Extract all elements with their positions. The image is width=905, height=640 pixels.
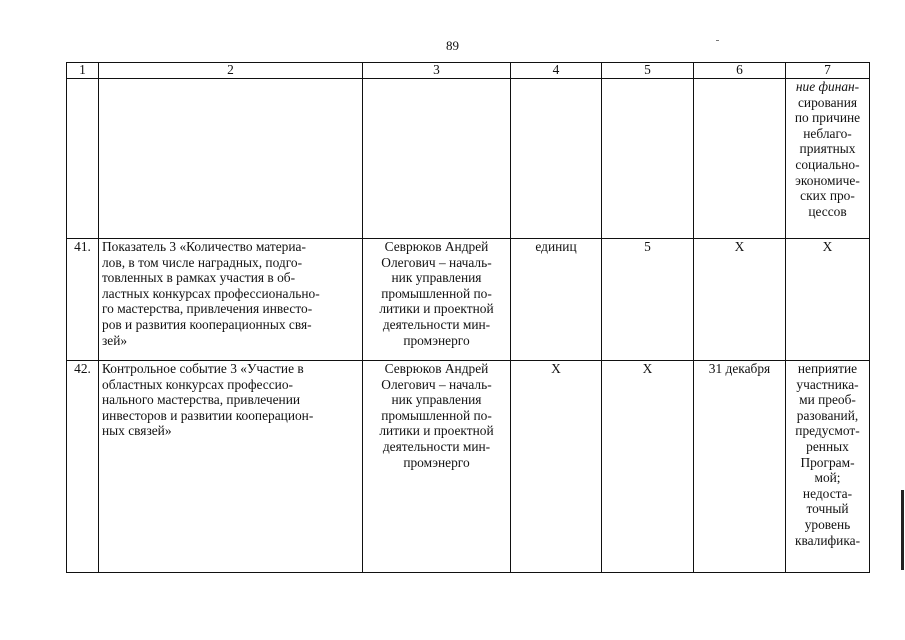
description-line: зей»: [102, 332, 128, 348]
event-description: [99, 361, 363, 573]
responsible-line: ник управления: [391, 392, 482, 408]
responsible-line: ник управления: [391, 270, 482, 286]
risk-line: предусмот-: [795, 423, 860, 439]
continued-cell-3: [363, 79, 511, 239]
risk-line: социально-: [795, 156, 860, 172]
header-col-1: 1: [67, 63, 99, 79]
value-cell: 5: [602, 239, 694, 361]
responsible-line: промышленной по-: [381, 407, 492, 423]
unit-cell: X: [511, 361, 602, 573]
responsible-line: деятельности мин-: [382, 316, 491, 332]
responsible-person: [363, 361, 511, 573]
responsible-person: [363, 239, 511, 361]
continued-cell-5: [602, 79, 694, 239]
responsible-line: Севрюков Андрей: [384, 239, 489, 254]
value-cell: X: [602, 361, 694, 573]
description-line: товленных в рамках участия в об-: [102, 270, 296, 286]
table-row-42: [67, 361, 870, 573]
risk-line: точный: [806, 501, 849, 517]
header-col-3: 3: [363, 63, 511, 79]
risk-line: X: [822, 239, 833, 254]
responsible-line: промышленной по-: [381, 285, 492, 301]
description-line: областных конкурсах профессио-: [102, 376, 294, 392]
header-col-5: 5: [602, 63, 694, 79]
continued-cell-4: [511, 79, 602, 239]
deadline-cell: 31 декабря: [694, 361, 786, 573]
risk-cell: [786, 361, 870, 573]
risk-line: мой;: [814, 470, 841, 486]
risk-line: квалифика-: [794, 532, 861, 548]
scan-edge-mark: [901, 490, 904, 570]
continued-cell-6: [694, 79, 786, 239]
description-line: лов, в том числе наградных, подго-: [102, 254, 303, 270]
page-number: 89: [446, 38, 459, 53]
responsible-line: промэнерго: [403, 332, 470, 348]
description-line: ных связей»: [102, 423, 172, 439]
risk-line: недоста-: [802, 485, 853, 501]
responsible-line: литики и проектной: [379, 301, 494, 317]
risk-line: участника-: [796, 376, 859, 392]
responsible-line: Олегович – началь-: [381, 254, 492, 270]
risk-line: ренных: [806, 438, 849, 454]
header-col-7: 7: [786, 63, 870, 79]
description-line: Контрольное событие 3 «Участие в: [102, 361, 304, 376]
table-row-continued: [67, 79, 870, 239]
risk-line: ние финан-: [795, 79, 860, 94]
deadline-cell: X: [694, 239, 786, 361]
risk-line: сирования: [797, 94, 858, 110]
header-col-4: 4: [511, 63, 602, 79]
risk-line: Програм-: [800, 454, 855, 470]
description-line: го мастерства, привлечения инвесто-: [102, 301, 313, 317]
scan-mark: [716, 40, 719, 41]
continued-cell-1: [67, 79, 99, 239]
risk-line: разований,: [796, 407, 859, 423]
description-line: Показатель 3 «Количество материа-: [102, 239, 306, 254]
indicator-description: [99, 239, 363, 361]
responsible-line: Олегович – началь-: [381, 376, 492, 392]
risk-line: цессов: [808, 203, 847, 219]
header-col-6: 6: [694, 63, 786, 79]
risk-line: уровень: [804, 516, 851, 532]
risk-line: экономиче-: [795, 172, 860, 188]
risk-line: неблаго-: [803, 125, 852, 141]
row-number: 41.: [67, 239, 99, 361]
responsible-line: деятельности мин-: [382, 438, 491, 454]
report-table: [66, 62, 870, 573]
description-line: инвесторов и развитии кооперацион-: [102, 407, 314, 423]
risk-line: неприятие: [797, 361, 858, 376]
header-col-2: 2: [99, 63, 363, 79]
row-number: 42.: [67, 361, 99, 573]
risk-line: по причине: [794, 110, 861, 126]
unit-cell: единиц: [511, 239, 602, 361]
description-line: ров и развития кооперационных свя-: [102, 316, 312, 332]
continued-cell-2: [99, 79, 363, 239]
table-row-41: [67, 239, 870, 361]
responsible-line: литики и проектной: [379, 423, 494, 439]
risk-line: ми преоб-: [799, 392, 856, 408]
description-line: нального мастерства, привлечении: [102, 392, 301, 408]
responsible-line: промэнерго: [403, 454, 470, 470]
risk-cell: [786, 239, 870, 361]
table-header-row: [67, 63, 870, 79]
continued-risk-cell: [786, 79, 870, 239]
responsible-line: Севрюков Андрей: [384, 361, 489, 376]
risk-line: ских про-: [800, 188, 855, 204]
description-line: ластных конкурсах профессионально-: [102, 285, 320, 301]
risk-line: приятных: [799, 141, 856, 157]
